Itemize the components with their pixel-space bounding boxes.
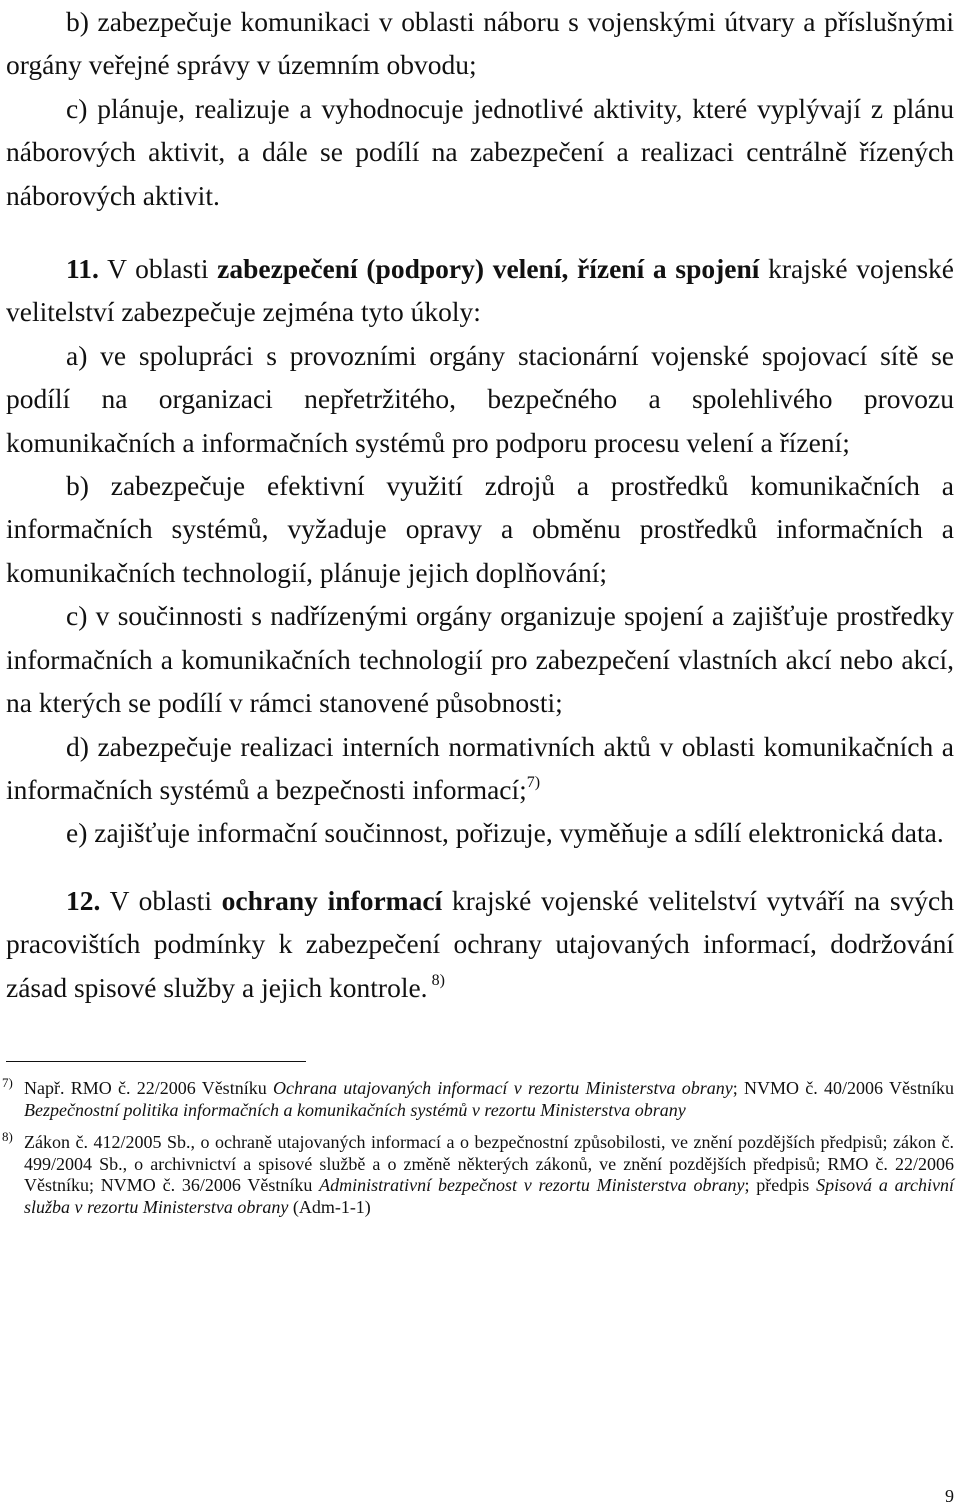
section-11-bold: zabezpečení (podpory) velení, řízení a spojení <box>217 253 760 285</box>
page-number: 9 <box>945 1486 954 1506</box>
section-12 <box>6 879 954 1009</box>
footnote-8-italic-2: Spisová a archivní služba v rezortu Ministerstva obrany <box>24 1175 954 1217</box>
spacer <box>6 217 954 247</box>
footnote-8-text-3: (Adm-1-1) <box>288 1196 371 1217</box>
section-11-item-b: b) zabezpečuje efektivní využití zdrojů a prostředků komunikačních a informačních systémů, vyžaduje opravy a obměnu prostředků informačních a komunikačních technologií, plánuje jejich doplňování; <box>6 470 954 588</box>
item-c-recruitment: c) plánuje, realizuje a vyhodnocuje jednotlivé aktivity, které vyplývají z plánu náborových aktivit, a dále se podílí na zabezpečení a realizaci centrálně řízených náborových aktivit. <box>6 92 954 211</box>
section-11-item-d-text: d) zabezpečuje realizaci interních normativních aktů v oblasti komunikačních a informačních systémů a bezpečnosti informací; <box>6 730 954 805</box>
section-12-post: krajské vojenské velitelství vytváří na svých pracovištích podmínky k zabezpečení ochrany utajovaných informací, dodržování zásad spisové služby a jejich kontrole. <box>6 884 954 1003</box>
footnote-7-mark: 7) <box>2 1074 13 1090</box>
section-11-pre: V oblasti <box>98 253 218 285</box>
footnote-8-italic-1: Administrativní bezpečnost v rezortu Ministerstva obrany <box>319 1175 745 1196</box>
footnote-7-text-2: ; NVMO č. 40/2006 Věstníku <box>732 1077 954 1098</box>
section-11-item-a: a) ve spolupráci s provozními orgány stacionární vojenské spojovací sítě se podílí na organizaci nepřetržitého, bezpečného a spolehlivého provozu komunikačních a informačních systémů pro podporu procesu velení a řízení; <box>6 339 954 458</box>
section-11-item-c: c) v součinnosti s nadřízenými orgány organizuje spojení a zajišťuje prostředky informačních a komunikačních technologií pro zabezpečení vlastních akcí nebo akcí, na kterých se podílí v rámci stanovené působnosti; <box>6 600 954 719</box>
section-12-bold: ochrany informací <box>221 884 443 916</box>
footnote-8-mark: 8) <box>2 1129 13 1145</box>
section-12-pre: V oblasti <box>100 884 222 916</box>
spacer <box>6 855 954 879</box>
footnote-7-italic-1: Ochrana utajovaných informací v rezortu Ministerstva obrany <box>272 1077 733 1098</box>
footnote-separator <box>6 1061 306 1062</box>
footnote-8-text: Zákon č. 412/2005 Sb., o ochraně utajovaných informací a o bezpečnostní způsobilosti, ve znění pozdějších předpisů; zákon č. 499/2004 Sb., o archivnictví a spisové službě a o změně některých zákonů, ve znění pozdějších předpisů; RMO č. 22/2006 Věstníku; NVMO č. 36/2006 Věstníku <box>24 1132 954 1196</box>
item-b-recruitment: b) zabezpečuje komunikaci v oblasti náboru s vojenskými útvary a příslušnými orgány veřejné správy v územním obvodu; <box>6 6 954 81</box>
document-page <box>2 0 954 1219</box>
section-11-item-e: e) zajišťuje informační součinnost, pořizuje, vyměňuje a sdílí elektronická data. <box>66 817 944 849</box>
section-11-intro <box>6 247 954 334</box>
footnote-7-italic-2: Bezpečnostní politika informačních a komunikačních systémů v rezortu Ministerstva obrany <box>24 1099 686 1120</box>
footnote-7-text: Např. RMO č. 22/2006 Věstníku <box>24 1077 273 1098</box>
footnote-7 <box>2 1074 954 1121</box>
section-11-number: 11. <box>66 253 99 285</box>
footnote-8-text-2: ; předpis <box>744 1175 817 1196</box>
footnote-ref-7: 7) <box>526 773 541 791</box>
section-11-item-d <box>6 725 954 812</box>
footnote-8 <box>2 1129 954 1218</box>
section-11-post: krajské vojenské velitelství zabezpečuje zejména tyto úkoly: <box>6 253 954 328</box>
section-12-number: 12. <box>66 884 101 916</box>
footnote-ref-8: 8) <box>427 971 445 989</box>
